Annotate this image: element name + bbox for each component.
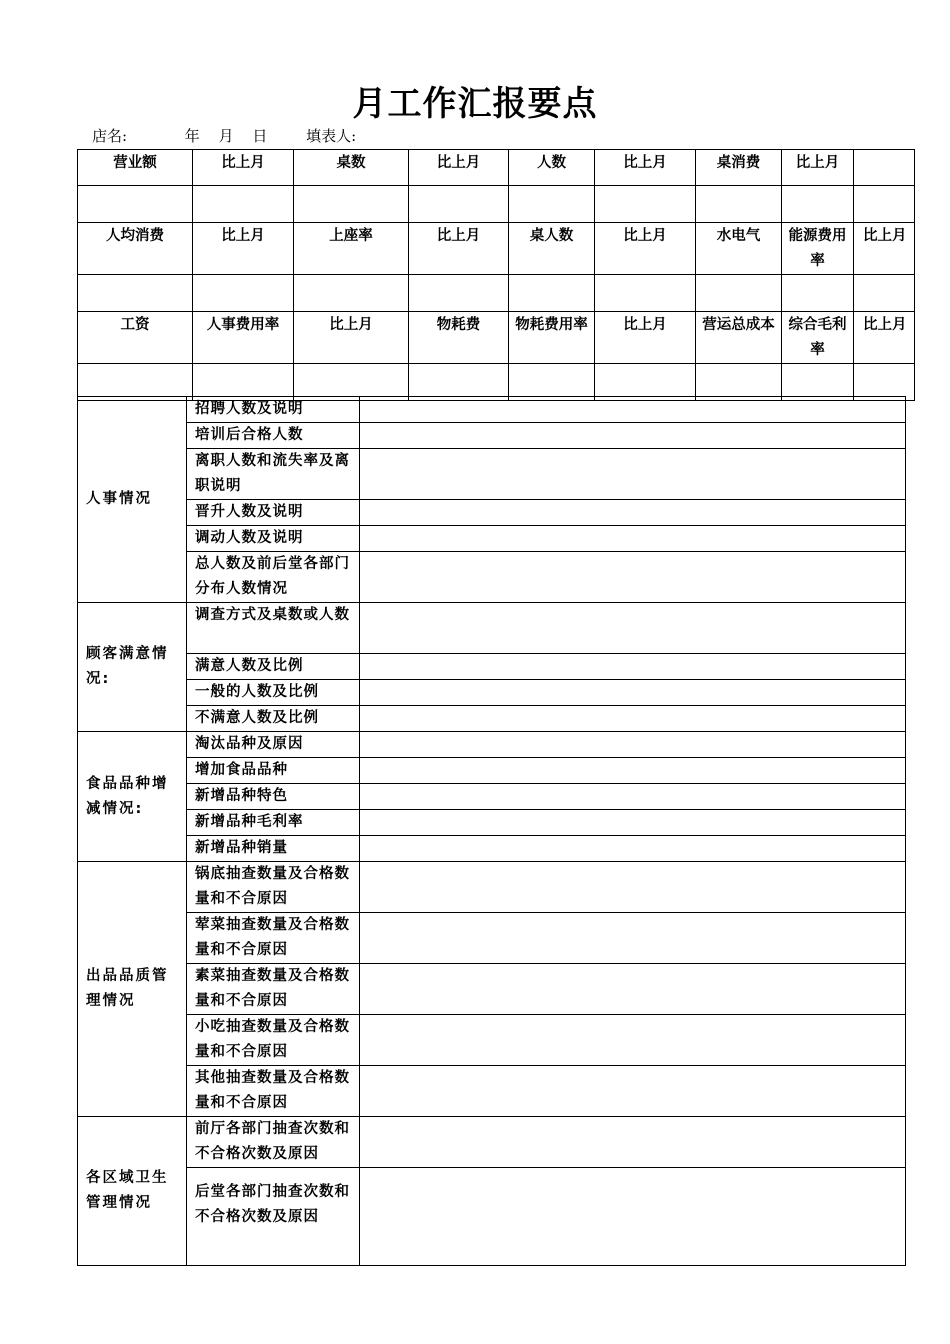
value-cell[interactable] bbox=[78, 275, 193, 312]
table-row bbox=[78, 1168, 906, 1266]
value-cell[interactable] bbox=[409, 275, 509, 312]
header-vs-last-month: 比上月 bbox=[782, 150, 854, 186]
header-vs-last-month: 比上月 bbox=[409, 150, 509, 186]
header-vs-last-month: 比上月 bbox=[595, 150, 696, 186]
section-output-quality: 出品品质管理情况 bbox=[78, 862, 187, 1117]
item-value-cell[interactable] bbox=[360, 810, 906, 836]
header-vs-last-month: 比上月 bbox=[294, 312, 409, 364]
item-value-cell[interactable] bbox=[360, 1168, 906, 1266]
metrics-value-row-1 bbox=[78, 186, 915, 223]
header-revenue: 营业额 bbox=[78, 150, 193, 186]
value-cell[interactable] bbox=[509, 186, 595, 223]
item-value-cell[interactable] bbox=[360, 1117, 906, 1168]
value-cell[interactable] bbox=[782, 186, 854, 223]
item-value-cell[interactable] bbox=[360, 526, 906, 552]
table-row bbox=[78, 913, 906, 964]
value-cell[interactable] bbox=[294, 186, 409, 223]
year-label: 年 bbox=[184, 127, 200, 145]
section-food-variety: 食品品种增减情况: bbox=[78, 732, 187, 862]
item-label: 小吃抽查数量及合格数量和不合原因 bbox=[187, 1015, 360, 1066]
table-row bbox=[78, 732, 906, 758]
value-cell[interactable] bbox=[509, 364, 595, 401]
table-row bbox=[78, 1066, 906, 1117]
value-cell[interactable] bbox=[193, 364, 294, 401]
item-value-cell[interactable] bbox=[360, 913, 906, 964]
table-row bbox=[78, 1117, 906, 1168]
table-row bbox=[78, 784, 906, 810]
header-consumables: 物耗费 bbox=[409, 312, 509, 364]
store-label: 店名: bbox=[92, 127, 128, 145]
value-cell[interactable] bbox=[294, 364, 409, 401]
table-row bbox=[78, 526, 906, 552]
header-energy-cost-rate: 能源费用率 bbox=[782, 223, 854, 275]
header-vs-last-month: 比上月 bbox=[409, 223, 509, 275]
page-title: 月工作汇报要点 bbox=[352, 84, 598, 124]
item-label: 荤菜抽查数量及合格数量和不合原因 bbox=[187, 913, 360, 964]
metrics-table bbox=[77, 149, 915, 401]
table-row bbox=[78, 862, 906, 913]
value-cell[interactable] bbox=[782, 364, 854, 401]
table-row bbox=[78, 423, 906, 449]
value-cell[interactable] bbox=[696, 364, 782, 401]
filler-label: 填表人: bbox=[306, 127, 357, 145]
item-value-cell[interactable] bbox=[360, 500, 906, 526]
metrics-value-row-2 bbox=[78, 275, 915, 312]
value-cell[interactable] bbox=[595, 186, 696, 223]
metrics-header-row-2 bbox=[78, 223, 915, 275]
item-label: 培训后合格人数 bbox=[187, 423, 360, 449]
item-label: 后堂各部门抽查次数和不合格次数及原因 bbox=[187, 1168, 360, 1266]
value-cell[interactable] bbox=[854, 275, 915, 312]
form-meta-line bbox=[92, 125, 356, 146]
value-cell[interactable] bbox=[854, 364, 915, 401]
item-value-cell[interactable] bbox=[360, 732, 906, 758]
item-label: 新增品种毛利率 bbox=[187, 810, 360, 836]
header-seat-rate: 上座率 bbox=[294, 223, 409, 275]
table-row bbox=[78, 603, 906, 654]
value-cell[interactable] bbox=[294, 275, 409, 312]
table-row bbox=[78, 1015, 906, 1066]
header-tables: 桌数 bbox=[294, 150, 409, 186]
table-row bbox=[78, 964, 906, 1015]
value-cell[interactable] bbox=[595, 275, 696, 312]
item-label: 满意人数及比例 bbox=[187, 654, 360, 680]
table-row bbox=[78, 706, 906, 732]
table-row bbox=[78, 449, 906, 500]
header-total-operating-cost: 营运总成本 bbox=[696, 312, 782, 364]
header-guests: 人数 bbox=[509, 150, 595, 186]
metrics-value-row-3 bbox=[78, 364, 915, 401]
table-row bbox=[78, 500, 906, 526]
item-value-cell[interactable] bbox=[360, 862, 906, 913]
item-value-cell[interactable] bbox=[360, 836, 906, 862]
header-vs-last-month: 比上月 bbox=[193, 223, 294, 275]
item-label: 离职人数和流失率及离职说明 bbox=[187, 449, 360, 500]
item-label: 淘汰品种及原因 bbox=[187, 732, 360, 758]
header-blank bbox=[854, 150, 915, 186]
section-personnel: 人事情况 bbox=[78, 397, 187, 603]
table-row bbox=[78, 810, 906, 836]
value-cell[interactable] bbox=[595, 364, 696, 401]
item-value-cell[interactable] bbox=[360, 1015, 906, 1066]
item-label: 前厅各部门抽查次数和不合格次数及原因 bbox=[187, 1117, 360, 1168]
value-cell[interactable] bbox=[854, 186, 915, 223]
item-value-cell[interactable] bbox=[360, 552, 906, 603]
item-label: 新增品种特色 bbox=[187, 784, 360, 810]
item-label: 招聘人数及说明 bbox=[187, 397, 360, 423]
header-gross-margin: 综合毛利率 bbox=[782, 312, 854, 364]
value-cell[interactable] bbox=[409, 186, 509, 223]
item-label: 不满意人数及比例 bbox=[187, 706, 360, 732]
item-value-cell[interactable] bbox=[360, 680, 906, 706]
value-cell[interactable] bbox=[696, 275, 782, 312]
item-value-cell[interactable] bbox=[360, 397, 906, 423]
header-spend-per-table: 桌消费 bbox=[696, 150, 782, 186]
item-label: 新增品种销量 bbox=[187, 836, 360, 862]
value-cell[interactable] bbox=[509, 275, 595, 312]
item-value-cell[interactable] bbox=[360, 654, 906, 680]
item-value-cell[interactable] bbox=[360, 603, 906, 654]
header-consumables-rate: 物耗费用率 bbox=[509, 312, 595, 364]
header-vs-last-month: 比上月 bbox=[854, 312, 915, 364]
report-sections-table bbox=[77, 396, 906, 1266]
table-row bbox=[78, 552, 906, 603]
item-value-cell[interactable] bbox=[360, 706, 906, 732]
header-vs-last-month: 比上月 bbox=[595, 223, 696, 275]
header-utilities: 水电气 bbox=[696, 223, 782, 275]
header-wages: 工资 bbox=[78, 312, 193, 364]
item-value-cell[interactable] bbox=[360, 964, 906, 1015]
item-label: 锅底抽查数量及合格数量和不合原因 bbox=[187, 862, 360, 913]
value-cell[interactable] bbox=[696, 186, 782, 223]
value-cell[interactable] bbox=[78, 364, 193, 401]
item-label: 调查方式及桌数或人数 bbox=[187, 603, 360, 654]
table-row bbox=[78, 680, 906, 706]
item-label: 增加食品品种 bbox=[187, 758, 360, 784]
item-value-cell[interactable] bbox=[360, 449, 906, 500]
section-hygiene: 各区域卫生管理情况 bbox=[78, 1117, 187, 1266]
item-value-cell[interactable] bbox=[360, 423, 906, 449]
header-guests-per-table: 桌人数 bbox=[509, 223, 595, 275]
month-label: 月 bbox=[218, 127, 234, 145]
item-value-cell[interactable] bbox=[360, 758, 906, 784]
item-label: 晋升人数及说明 bbox=[187, 500, 360, 526]
value-cell[interactable] bbox=[78, 186, 193, 223]
header-vs-last-month: 比上月 bbox=[193, 150, 294, 186]
header-vs-last-month: 比上月 bbox=[595, 312, 696, 364]
item-value-cell[interactable] bbox=[360, 784, 906, 810]
value-cell[interactable] bbox=[193, 186, 294, 223]
day-label: 日 bbox=[252, 127, 268, 145]
item-label: 一般的人数及比例 bbox=[187, 680, 360, 706]
item-label: 调动人数及说明 bbox=[187, 526, 360, 552]
value-cell[interactable] bbox=[409, 364, 509, 401]
table-row bbox=[78, 654, 906, 680]
table-row bbox=[78, 758, 906, 784]
value-cell[interactable] bbox=[193, 275, 294, 312]
metrics-header-row-1 bbox=[78, 150, 915, 186]
header-personnel-cost-rate: 人事费用率 bbox=[193, 312, 294, 364]
table-row bbox=[78, 397, 906, 423]
item-label: 其他抽查数量及合格数量和不合原因 bbox=[187, 1066, 360, 1117]
header-per-capita-spend: 人均消费 bbox=[78, 223, 193, 275]
metrics-header-row-3 bbox=[78, 312, 915, 364]
item-label: 总人数及前后堂各部门分布人数情况 bbox=[187, 552, 360, 603]
table-row bbox=[78, 836, 906, 862]
item-label: 素菜抽查数量及合格数量和不合原因 bbox=[187, 964, 360, 1015]
header-vs-last-month: 比上月 bbox=[854, 223, 915, 275]
section-customer-satisfaction: 顾客满意情况: bbox=[78, 603, 187, 732]
item-value-cell[interactable] bbox=[360, 1066, 906, 1117]
value-cell[interactable] bbox=[782, 275, 854, 312]
